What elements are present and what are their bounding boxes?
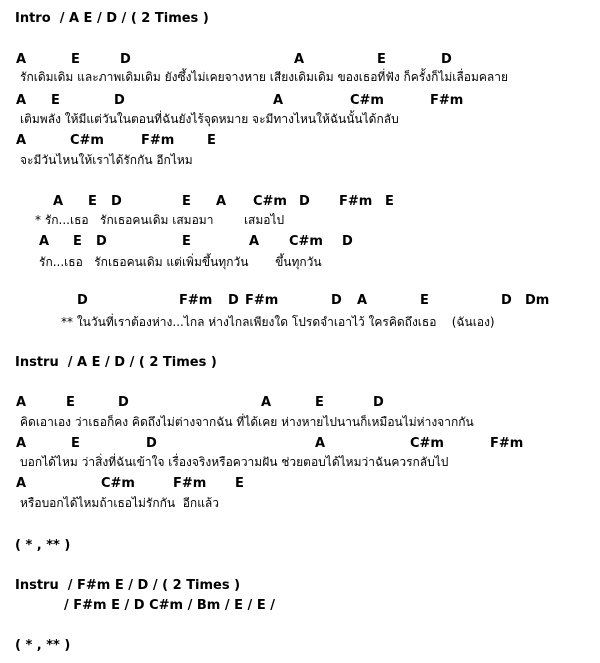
chord: D	[373, 395, 384, 410]
chord: C#m	[101, 476, 135, 491]
chord: D	[114, 93, 125, 108]
chord: D	[501, 293, 512, 308]
lyric-line: หรือบอกได้ไหมถ้าเธอไม่รักกัน อีกแล้ว	[20, 496, 220, 510]
chord: E	[71, 52, 80, 67]
chord: E	[235, 476, 244, 491]
chord: C#m	[253, 194, 287, 209]
chord: E	[66, 395, 75, 410]
section-instru-1: Instru / A E / D / ( 2 Times )	[15, 355, 217, 370]
chord: A	[16, 436, 27, 451]
chord: A	[294, 52, 305, 67]
repeat-marker-2: ( * , ** )	[15, 638, 71, 653]
chord: E	[207, 133, 216, 148]
chord: C#m	[70, 133, 104, 148]
chord: C#m	[410, 436, 444, 451]
lyric-line: จะมีวันไหนให้เราได้รักกัน อีกไหม	[20, 153, 193, 167]
chord: A	[16, 476, 27, 491]
chord: A	[249, 234, 260, 249]
lyric-line: เติมพลัง ให้มีแต่วันในตอนที่ฉันยังไร้จุดหมาย จะมีทางไหนให้ฉันนั้นได้กลับ	[20, 112, 399, 126]
lyric-line: รัก...เธอ รักเธอคนเดิม แต่เพิ่มขึ้นทุกวัน ขึ้นทุกวัน	[39, 255, 322, 269]
repeat-marker-1: ( * , ** )	[15, 538, 71, 553]
section-instru-2: Instru / F#m E / D / ( 2 Times )	[15, 578, 241, 593]
chord: E	[73, 234, 82, 249]
chord: F#m	[245, 293, 279, 308]
chord: E	[420, 293, 429, 308]
chord: Dm	[525, 293, 550, 308]
chord: F#m	[179, 293, 213, 308]
chord: F#m	[490, 436, 524, 451]
lyric-line: บอกได้ไหม ว่าสิ่งที่ฉันเข้าใจ เรื่องจริงหรือความฝัน ช่วยตอบได้ไหมว่าฉันควรกลับไป	[20, 455, 449, 469]
chord: D	[77, 293, 88, 308]
chord: C#m	[289, 234, 323, 249]
chord: A	[357, 293, 368, 308]
chord: A	[315, 436, 326, 451]
chord: A	[16, 395, 27, 410]
chord: E	[315, 395, 324, 410]
chord: E	[88, 194, 97, 209]
lyric-line: รักเดิมเดิม และภาพเดิมเดิม ยังซึ้งไม่เคยจางหาย เสียงเดิมเดิม ของเธอที่ฟัง ก็ครั้งก็ไม่เลื่อมคลาย	[20, 70, 509, 84]
chord: D	[96, 234, 107, 249]
chord: D	[441, 52, 452, 67]
chord: E	[182, 234, 191, 249]
section-instru-2-line-2: / F#m E / D C#m / Bm / E / E /	[64, 598, 275, 613]
chord: A	[216, 194, 227, 209]
chord: E	[377, 52, 386, 67]
chord: D	[299, 194, 310, 209]
chord: A	[16, 133, 27, 148]
chord: D	[120, 52, 131, 67]
chord: D	[118, 395, 129, 410]
chord: A	[39, 234, 50, 249]
chord: F#m	[430, 93, 464, 108]
chord: D	[342, 234, 353, 249]
section-intro: Intro / A E / D / ( 2 Times )	[15, 11, 209, 26]
lyric-line: ** ในวันที่เราต้องห่าง...ไกล ห่างไกลเพียงใด โปรดจำเอาไว้ ใครคิดถึงเธอ (ฉันเอง)	[61, 315, 495, 329]
chord: F#m	[173, 476, 207, 491]
chord: F#m	[339, 194, 373, 209]
chord: D	[331, 293, 342, 308]
chord: F#m	[141, 133, 175, 148]
chord: A	[16, 52, 27, 67]
chord: A	[261, 395, 272, 410]
chord: E	[182, 194, 191, 209]
chord: A	[273, 93, 284, 108]
chord: E	[51, 93, 60, 108]
chord: A	[53, 194, 64, 209]
chord: E	[71, 436, 80, 451]
chord: E	[385, 194, 394, 209]
lyric-line: * รัก...เธอ รักเธอคนเดิม เสมอมา เสมอไป	[35, 213, 285, 227]
chord: D	[228, 293, 239, 308]
chord: D	[111, 194, 122, 209]
lyric-line: คิดเอาเอง ว่าเธอก็คง คิดถึงไม่ต่างจากฉัน ที่ได้เคย ห่างหายไปนานก็เหมือนไม่ห่างจากกัน	[20, 415, 474, 429]
chord: C#m	[350, 93, 384, 108]
chord: A	[16, 93, 27, 108]
chord: D	[146, 436, 157, 451]
